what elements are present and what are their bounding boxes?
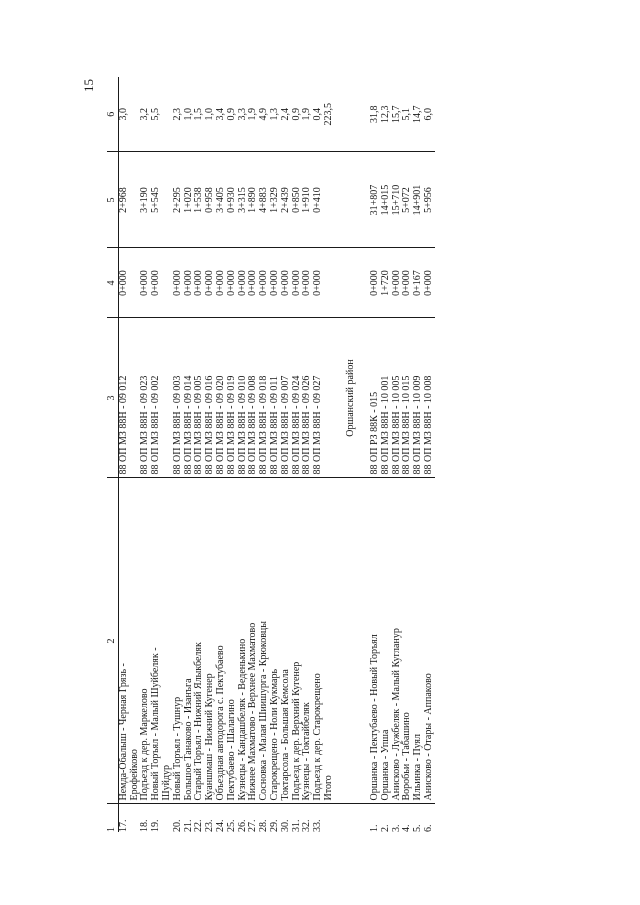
road-name: Сосновка - Малая Шиишурга - Крюковцы [259,478,270,804]
length-km: 3,4 [214,108,226,121]
road-name: Шуйдур [162,478,173,804]
road-id: 88 ОП МЗ 88Н - 09 012 [118,318,129,478]
end-km: 5+545 [151,152,162,248]
length-km: 4,9 [258,108,270,121]
column-header-6: 6 [107,77,118,152]
start-km: 0+000 [292,248,303,318]
road-name: Оршанка - Упша [381,478,392,804]
table-row [227,77,238,832]
road-id: 88 ОП МЗ 88Н - 09 016 [205,318,216,478]
end-km: 2+968 [118,152,129,248]
table-row [173,77,184,832]
length-km: 3,3 [236,108,248,121]
start-km: 0+000 [402,248,413,318]
row-number: 20. [173,804,184,832]
row-number: 6. [424,804,435,832]
row-number: 31. [292,804,303,832]
table-row [118,77,129,832]
start-km: 0+000 [248,248,259,318]
road-name: Кузнецы - Токтайбеляк [302,478,313,804]
road-name: Анисково - Отары - Аппаково [424,478,435,804]
column-header-2: 2 [107,478,118,804]
column-header-4: 4 [107,248,118,318]
length-km: 6,0 [422,108,434,121]
length-km: 2,3 [171,108,183,121]
end-km: 2+295 [173,152,184,248]
road-name: Анисково - Лужбеляк - Малый Кугланур [392,478,403,804]
road-id: 88 ОП РЗ 88К - 015 [370,318,381,478]
table-row [381,77,392,832]
end-km: 3+405 [216,152,227,248]
road-id: 88 ОП МЗ 88Н - 10 015 [402,318,413,478]
length-km: 1,5 [193,108,205,121]
length-km: 0,4 [312,108,324,121]
end-km: 0+410 [313,152,324,248]
length-km: 1,0 [204,108,216,121]
start-km: 0+000 [205,248,216,318]
length-km: 1,3 [268,108,280,121]
road-name: Новый Торъял - Малый Шуйбеляк - [151,478,162,804]
start-km: 0+000 [140,248,151,318]
length-km: 0,9 [290,108,302,121]
section-2-rows [370,77,435,832]
end-km: 1+538 [194,152,205,248]
length-km: 3,2 [139,108,151,121]
road-name: Подъезд к дер. Старокрещено [313,478,324,804]
row-number: 19. [151,804,162,832]
row-number: 30. [281,804,292,832]
road-name: Токтарсола - Большая Кемсола [281,478,292,804]
length-km: 14,7 [412,105,424,123]
total-value: 223,5 [322,103,334,126]
end-km: 5+956 [424,152,435,248]
road-id: 88 ОП МЗ 88Н - 09 010 [238,318,249,478]
start-km: 0+000 [151,248,162,318]
row-number: 21. [184,804,195,832]
length-km: 1,0 [182,108,194,121]
end-km: 14+015 [381,152,392,248]
section-1-rows [118,77,324,832]
road-table [107,77,435,832]
start-km: 0+000 [302,248,313,318]
road-name: Оршанка - Пектубаево - Новый Торъял [370,478,381,804]
road-name: Большое Танаково - Изанъга [184,478,195,804]
row-number: 25. [227,804,238,832]
road-name: Старый Торъял - Нижний Ялыкбеляк [194,478,205,804]
road-name: Немда-Обалыш - Черная Грязь - [118,478,129,804]
road-name: Новый Торъял - Тушнур [173,478,184,804]
row-number: 24. [216,804,227,832]
start-km: 0+000 [227,248,238,318]
row-number: 29. [270,804,281,832]
row-number: 28. [259,804,270,832]
end-km: 0+930 [227,152,238,248]
row-number: 2. [381,804,392,832]
column-header-3: 3 [107,318,118,478]
length-km: 15,7 [390,105,402,123]
end-km: 0+958 [205,152,216,248]
district-row [346,77,360,832]
road-name: Нижнее Махматово - Верхнее Махматово [248,478,259,804]
start-km: 0+000 [173,248,184,318]
road-name: Кузнецы - Кандашбеляк - Веденькино [238,478,249,804]
road-id: 88 ОП МЗ 88Н - 09 024 [292,318,303,478]
road-name: Старокрещено - Ноли Кукмарь [270,478,281,804]
district-title: Оршанский район [346,318,360,478]
end-km: 2+439 [281,152,292,248]
start-km: 1+720 [381,248,392,318]
length-km: 0,9 [225,108,237,121]
total-label: Итого [324,478,336,804]
start-km: 0+000 [281,248,292,318]
end-km: 3+190 [140,152,151,248]
table-row [313,77,324,832]
row-number: 26. [238,804,249,832]
row-number: 22. [194,804,205,832]
row-number: 32. [302,804,313,832]
end-km: 1+020 [184,152,195,248]
road-id: 88 ОП МЗ 88Н - 09 005 [194,318,205,478]
row-number: 1. [370,804,381,832]
length-km: 5,5 [150,108,162,121]
end-km: 1+890 [248,152,259,248]
length-km: 31,8 [368,105,380,123]
end-km: 3+315 [238,152,249,248]
row-number: 18. [140,804,151,832]
end-km: 4+883 [259,152,270,248]
start-km: 0+000 [238,248,249,318]
page-number: 15 [81,79,96,92]
total-row [324,77,336,832]
start-km: 0+000 [313,248,324,318]
road-table-sheet [107,77,562,832]
row-number: 23. [205,804,216,832]
end-km: 1+910 [302,152,313,248]
road-id: 88 ОП МЗ 88Н - 10 009 [413,318,424,478]
table-row [281,77,292,832]
row-number: 17. [118,804,129,832]
start-km: 0+000 [184,248,195,318]
road-id: 88 ОП МЗ 88Н - 10 005 [392,318,403,478]
row-number: 3. [392,804,403,832]
table-row [424,77,435,832]
end-km: 1+329 [270,152,281,248]
column-header-row [107,77,118,832]
length-km: 5,1 [401,108,413,121]
length-km: 1,9 [301,108,313,121]
road-name: Ерофейково [130,478,141,804]
start-km: 0+000 [270,248,281,318]
road-id: 88 ОП МЗ 88Н - 09 011 [270,318,281,478]
start-km: 0+000 [259,248,270,318]
road-id: 88 ОП МЗ 88Н - 09 023 [140,318,151,478]
road-id: 88 ОП МЗ 88Н - 10 001 [381,318,392,478]
road-name: Куаншмаш - Нижний Кугенер [205,478,216,804]
end-km: 15+710 [392,152,403,248]
road-id: 88 ОП МЗ 88Н - 10 008 [424,318,435,478]
road-id: 88 ОП МЗ 88Н - 09 020 [216,318,227,478]
column-header-5: 5 [107,152,118,248]
end-km: 5+072 [402,152,413,248]
row-number: 27. [248,804,259,832]
start-km: 0+000 [424,248,435,318]
length-km: 2,4 [279,108,291,121]
road-name: Пектубаево - Шалагино [227,478,238,804]
spacer-row [336,77,346,832]
start-km: 0+000 [392,248,403,318]
road-name: Объездная автодорога с. Пектубаево [216,478,227,804]
end-km: 31+807 [370,152,381,248]
road-id: 88 ОП МЗ 88Н - 09 003 [173,318,184,478]
end-km: 14+901 [413,152,424,248]
road-id: 88 ОП МЗ 88Н - 09 014 [184,318,195,478]
road-name: Ильинка - Пуял [413,478,424,804]
start-km: 0+000 [216,248,227,318]
start-km: 0+000 [370,248,381,318]
column-header-1: 1 [107,804,118,832]
start-km: 0+167 [413,248,424,318]
length-km: 3,0 [117,108,129,121]
road-id: 88 ОП МЗ 88Н - 09 002 [151,318,162,478]
road-id: 88 ОП МЗ 88Н - 09 019 [227,318,238,478]
length-km: 1,9 [247,108,259,121]
road-id: 88 ОП МЗ 88Н - 09 018 [259,318,270,478]
start-km: 0+000 [118,248,129,318]
row-number: 5. [413,804,424,832]
road-id: 88 ОП МЗ 88Н - 09 007 [281,318,292,478]
road-id: 88 ОП МЗ 88Н - 09 008 [248,318,259,478]
road-name: Воробьи - Табашино [402,478,413,804]
road-name: Подъезд к дер. Верхний Кугенер [292,478,303,804]
road-id: 88 ОП МЗ 88Н - 09 027 [313,318,324,478]
start-km: 0+000 [194,248,205,318]
row-number: 4. [402,804,413,832]
table-row [151,77,162,832]
length-km: 12,3 [379,105,391,123]
row-number: 33. [313,804,324,832]
road-id: 88 ОП МЗ 88Н - 09 026 [302,318,313,478]
end-km: 0+850 [292,152,303,248]
road-name: Подъезд к дер. Маркелово [140,478,151,804]
